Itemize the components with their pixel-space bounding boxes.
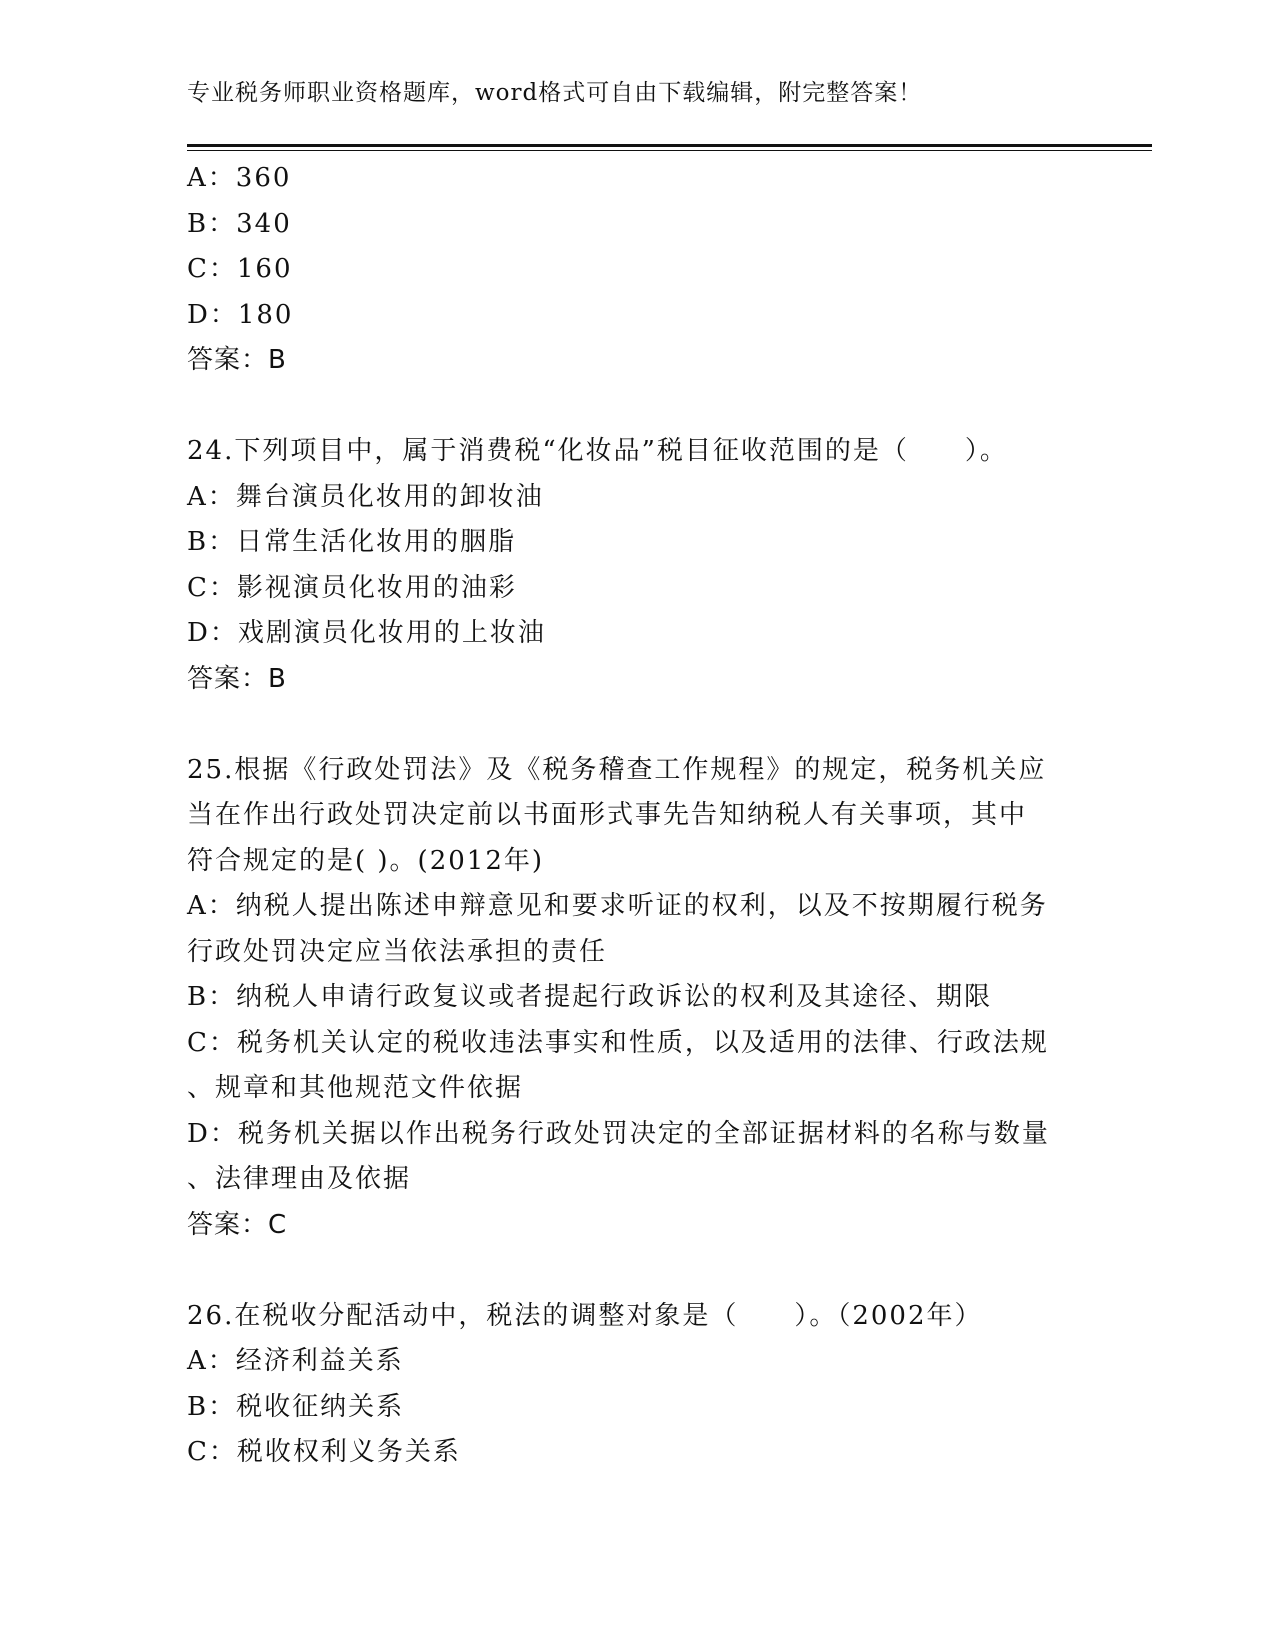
question-text: 26.在税收分配活动中，税法的调整对象是（ ）。（2002年） [187, 1300, 983, 1331]
option-b: B：340 [187, 208, 292, 239]
question-25-block [187, 748, 1087, 1249]
option-c: C：影视演员化妆用的油彩 [187, 572, 517, 603]
option-c-line-1: C：税务机关认定的税收违法事实和性质，以及适用的法律、行政法规 [187, 1027, 1049, 1058]
option-a: A：舞台演员化妆用的卸妆油 [187, 481, 544, 512]
answer-line: 答案：C [187, 1209, 288, 1240]
option-b: B：税收征纳关系 [187, 1391, 405, 1422]
question-26-block [187, 1294, 1087, 1476]
question-text-line-2: 当在作出行政处罚决定前以书面形式事先告知纳税人有关事项，其中 [187, 800, 1028, 830]
spacer [187, 702, 1087, 748]
option-c: C：160 [187, 254, 293, 284]
question-23-block [187, 156, 1087, 384]
option-a-line-1: A：纳税人提出陈述申辩意见和要求听证的权利，以及不按期履行税务 [187, 891, 1048, 921]
option-c: C：税收权利义务关系 [187, 1437, 461, 1467]
spacer [187, 384, 1087, 430]
question-24-block [187, 429, 1087, 702]
header-rule-thick [187, 144, 1152, 147]
header-rule-thin [187, 150, 1152, 151]
option-a: A：360 [187, 163, 292, 193]
option-d: D：180 [187, 299, 294, 330]
question-text-line-1: 25.根据《行政处罚法》及《税务稽查工作规程》的规定，税务机关应 [187, 754, 1047, 785]
option-b: B：纳税人申请行政复议或者提起行政诉讼的权利及其途径、期限 [187, 982, 993, 1012]
option-c-line-2: 、规章和其他规范文件依据 [187, 1073, 524, 1103]
option-a: A：经济利益关系 [187, 1346, 404, 1376]
question-content [187, 156, 1087, 1476]
question-text: 24.下列项目中，属于消费税“化妆品”税目征收范围的是（ ）。 [187, 436, 1008, 466]
option-d-line-2: 、法律理由及依据 [187, 1164, 412, 1194]
option-a-line-2: 行政处罚决定应当依法承担的责任 [187, 936, 608, 967]
option-b: B：日常生活化妆用的胭脂 [187, 527, 517, 557]
question-text-line-3: 符合规定的是( )。(2012年) [187, 845, 545, 876]
page-header: 专业税务师职业资格题库，word格式可自由下载编辑，附完整答案！ [187, 80, 923, 106]
option-d: D：戏剧演员化妆用的上妆油 [187, 618, 546, 648]
spacer [187, 1248, 1087, 1294]
option-d-line-1: D：税务机关据以作出税务行政处罚决定的全部证据材料的名称与数量 [187, 1118, 1050, 1149]
answer-line: 答案：B [187, 663, 287, 694]
answer-line: 答案：B [187, 345, 287, 375]
